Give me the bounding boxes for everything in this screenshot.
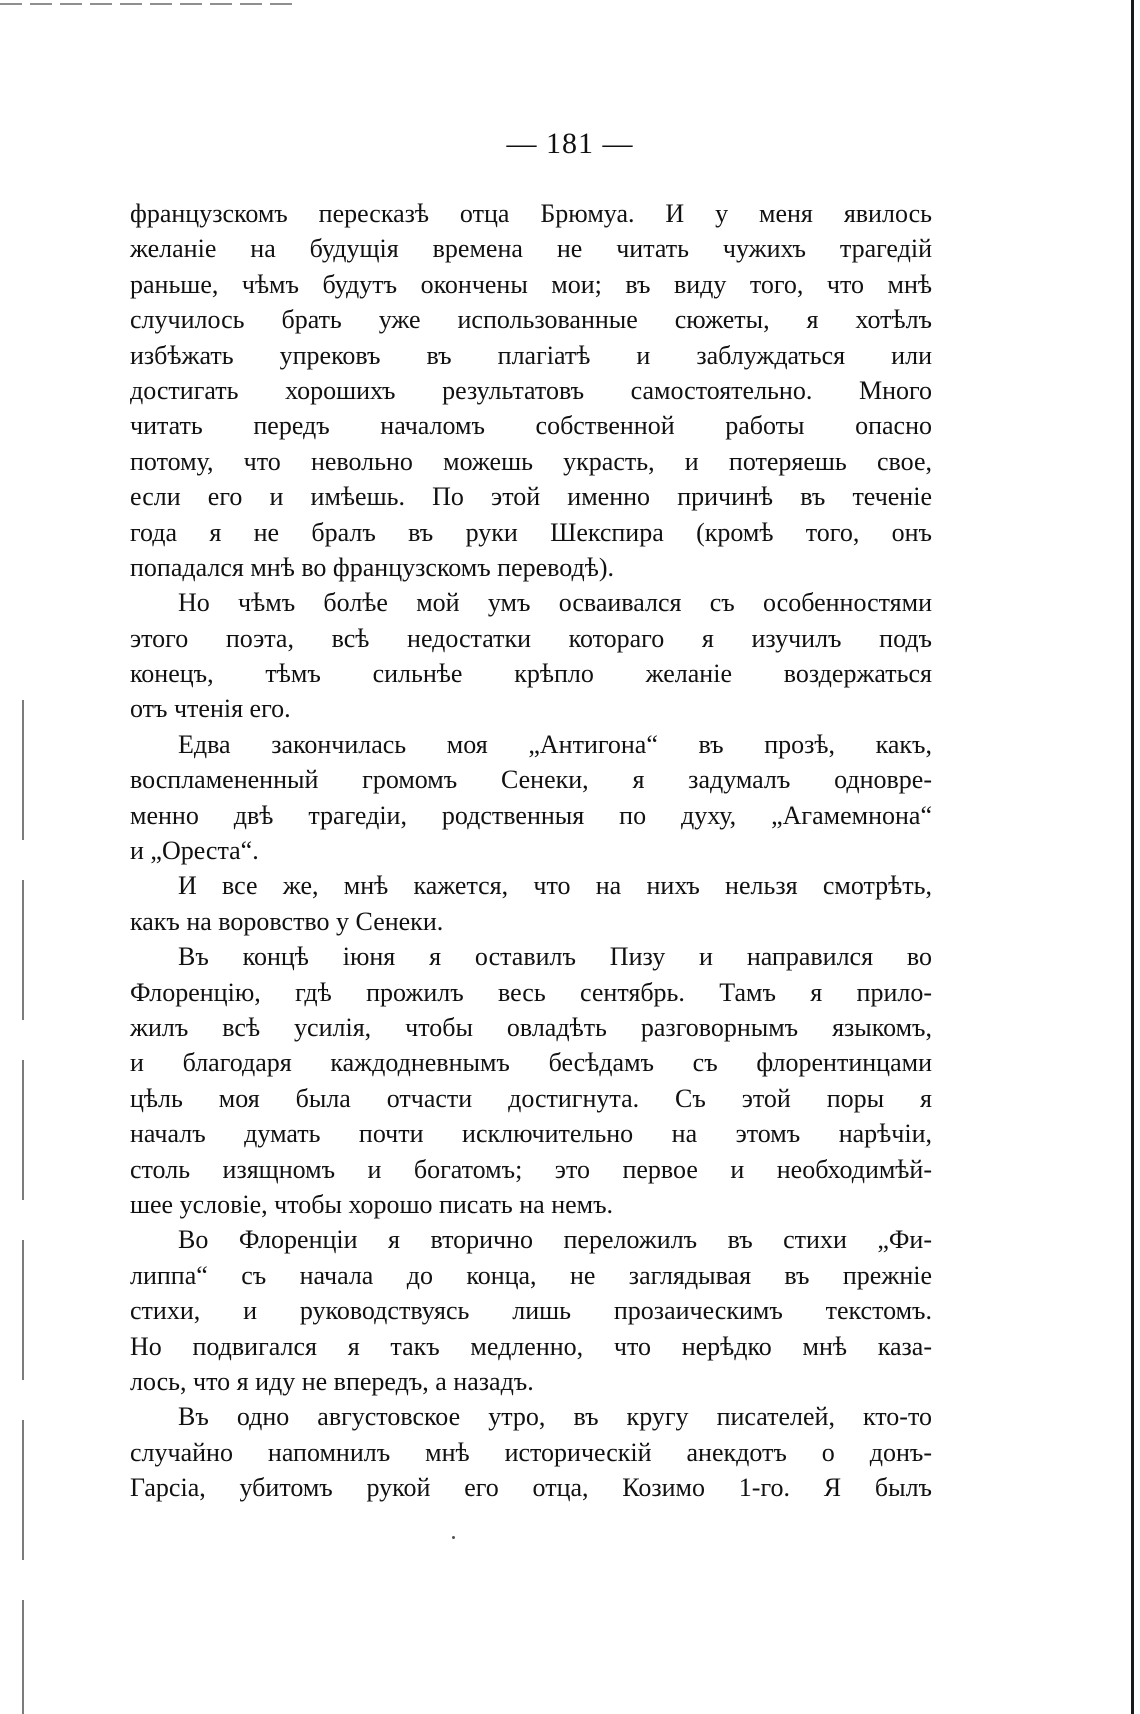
text-line: Флоренцію, гдѣ прожилъ весь сентябрь. Тамъ я прило-: [130, 977, 932, 1007]
text-line: шее условіе, чтобы хорошо писать на немъ.: [130, 1189, 614, 1219]
text-line: воспламененный громомъ Сенеки, я задумалъ одновре-: [130, 765, 932, 795]
text-line: Въ одно августовское утро, въ кругу писателей, кто-то: [178, 1402, 932, 1432]
text-line: И все же, мнѣ кажется, что на нихъ нельзя смотрѣть,: [178, 871, 932, 901]
paragraph: [130, 585, 932, 727]
paragraph: [130, 868, 932, 939]
paragraph: [130, 196, 932, 585]
body-text: [130, 196, 932, 1505]
paragraph: [130, 1222, 932, 1399]
text-line: какъ на воровство у Сенеки.: [130, 906, 444, 936]
text-line: Едва закончилась моя „Антигона“ въ прозѣ, какъ,: [178, 729, 932, 759]
text-line: если его и имѣешь. По этой именно причинѣ въ теченіе: [130, 482, 932, 512]
text-line: липпа“ съ начала до конца, не заглядывая въ прежніе: [130, 1260, 932, 1290]
text-line: попадался мнѣ во французскомъ переводѣ).: [130, 552, 615, 582]
text-line: избѣжать упрековъ въ плагіатѣ и заблуждаться или: [130, 340, 932, 370]
text-line: случилось брать уже использованные сюжеты, я хотѣлъ: [130, 305, 932, 335]
scan-edge-mark-top: [0, 3, 300, 5]
scan-edge-mark-right: [1131, 0, 1134, 1714]
text-line: французскомъ пересказѣ отца Брюмуа. И у меня явилось: [130, 199, 932, 228]
text-line: года я не бралъ въ руки Шекспира (кромѣ того, онъ: [130, 517, 932, 547]
text-line: жилъ всѣ усилія, чтобы овладѣть разговорнымъ языкомъ,: [130, 1012, 932, 1042]
text-line: стихи, и руководствуясь лишь прозаическимъ текстомъ.: [130, 1296, 932, 1326]
text-line: читать передъ началомъ собственной работы опасно: [130, 411, 932, 441]
scan-edge-mark-left: [22, 700, 24, 1714]
text-line: Гарсіа, убитомъ рукой его отца, Козимо 1-го. Я былъ: [130, 1473, 932, 1503]
paragraph: [130, 939, 932, 1222]
text-line: началъ думать почти исключительно на этомъ нарѣчіи,: [130, 1119, 932, 1149]
text-line: отъ чтенія его.: [130, 694, 291, 724]
text-line: и благодаря каждодневнымъ бесѣдамъ съ флорентинцами: [130, 1048, 932, 1078]
text-line: Но чѣмъ болѣе мой умъ осваивался съ особенностями: [178, 588, 932, 618]
text-line: Въ концѣ іюня я оставилъ Пизу и направился во: [178, 942, 932, 972]
text-line: столь изящномъ и богатомъ; это первое и необходимѣй-: [130, 1154, 932, 1184]
text-line: конецъ, тѣмъ сильнѣе крѣпло желаніе воздержаться: [130, 659, 932, 689]
paragraph: [130, 1399, 932, 1505]
text-line: случайно напомнилъ мнѣ историческій анекдотъ о донъ-: [130, 1437, 932, 1467]
text-line: потому, что невольно можешь украсть, и потеряешь свое,: [130, 446, 932, 476]
paragraph: [130, 727, 932, 869]
text-line: этого поэта, всѣ недостатки котораго я изучилъ подъ: [130, 623, 932, 653]
text-line: достигать хорошихъ результатовъ самостоятельно. Много: [130, 375, 932, 405]
scan-speck: [452, 1536, 455, 1539]
text-line: Во Флоренціи я вторично переложилъ въ стихи „Фи-: [178, 1225, 932, 1255]
text-line: и „Ореста“.: [130, 836, 259, 866]
text-line: Но подвигался я такъ медленно, что нерѣдко мнѣ каза-: [130, 1331, 932, 1361]
text-line: желаніе на будущія времена не читать чужихъ трагедій: [130, 234, 932, 264]
text-line: менно двѣ трагедіи, родственныя по духу, „Агамемнона“: [130, 800, 932, 830]
text-line: цѣль моя была отчасти достигнута. Съ этой поры я: [130, 1083, 932, 1113]
page-number: — 181 —: [506, 127, 634, 160]
text-line: раньше, чѣмъ будутъ окончены мои; въ виду того, что мнѣ: [130, 269, 932, 299]
text-line: лось, что я иду не впередъ, а назадъ.: [130, 1366, 534, 1396]
